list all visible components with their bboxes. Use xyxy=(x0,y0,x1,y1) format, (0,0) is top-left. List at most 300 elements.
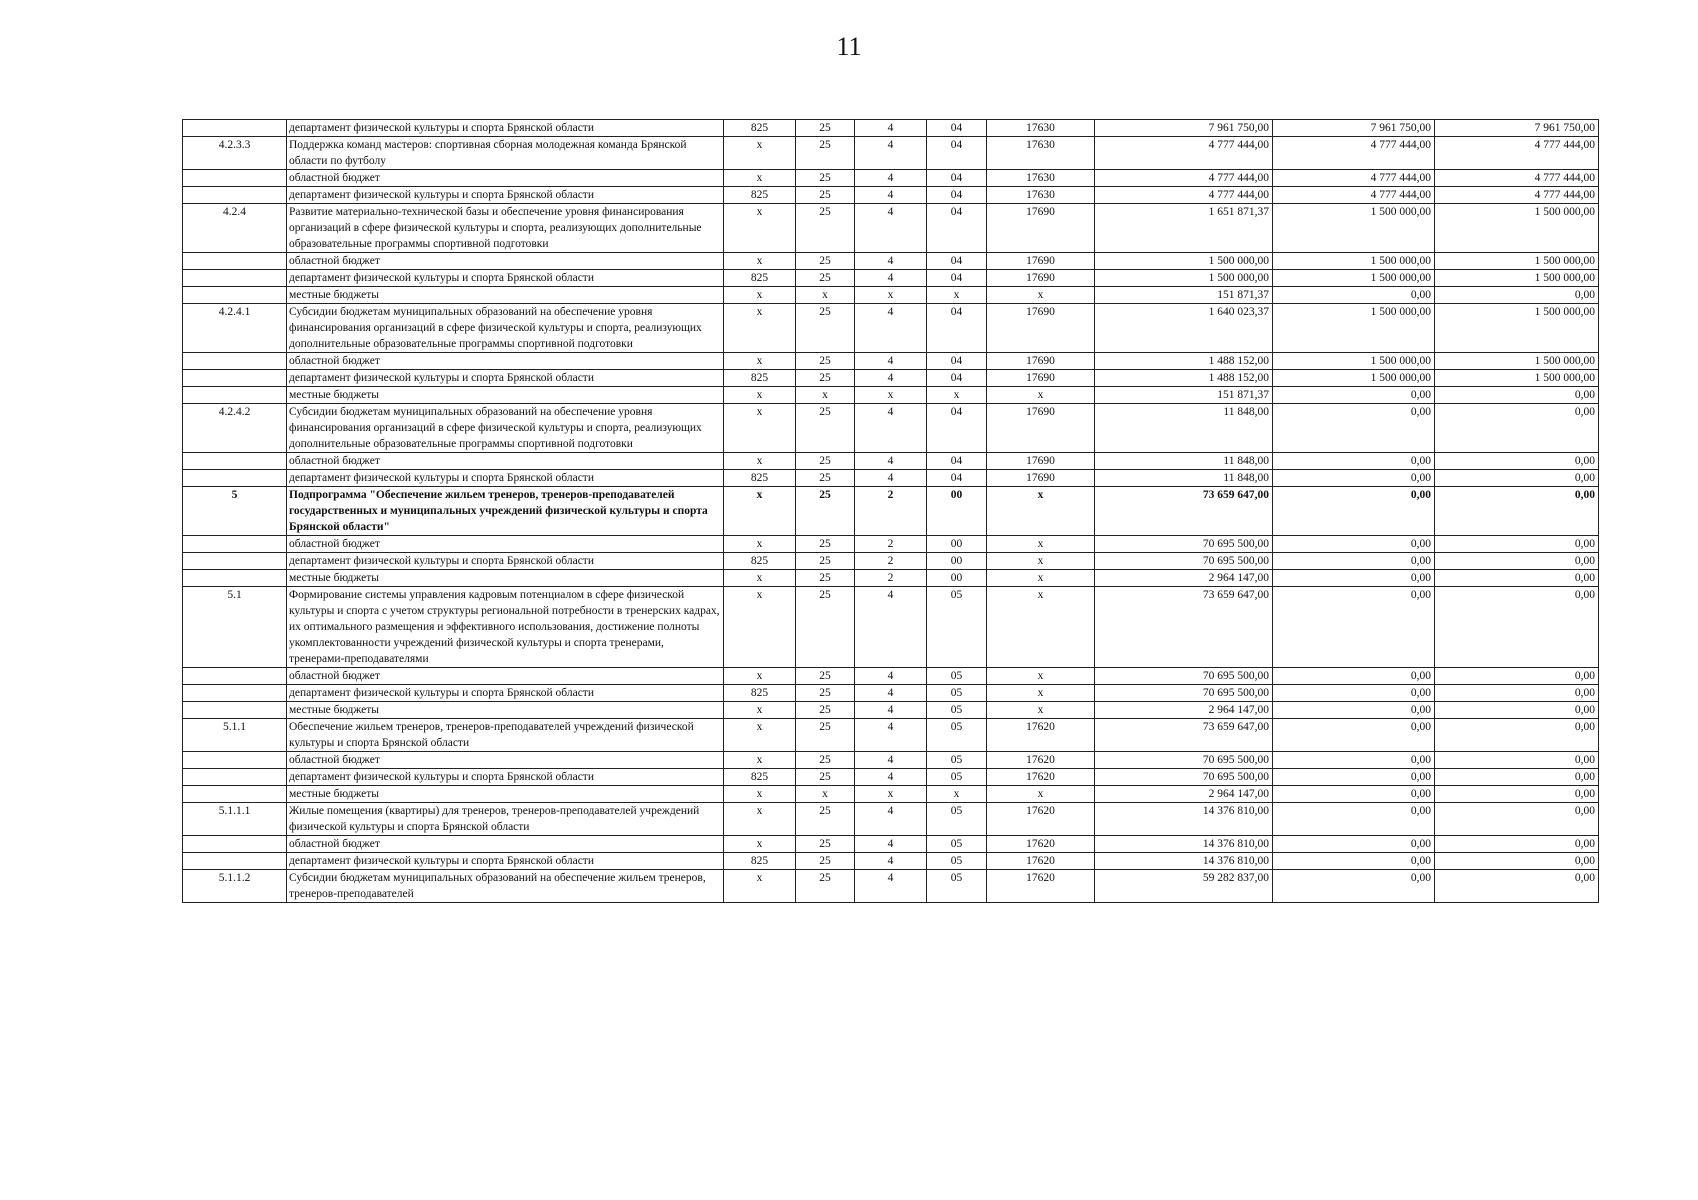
amount-year-2: 4 777 444,00 xyxy=(1273,187,1435,204)
pp-code: 4 xyxy=(855,253,927,270)
amount-year-2: 1 500 000,00 xyxy=(1273,304,1435,353)
row-number xyxy=(183,387,287,404)
grbs-code: х xyxy=(724,786,796,803)
pp-code: 4 xyxy=(855,470,927,487)
direction-code: 17620 xyxy=(987,803,1095,836)
amount-year-1: 2 964 147,00 xyxy=(1095,786,1273,803)
row-description: департамент физической культуры и спорта Брянской области xyxy=(287,370,724,387)
direction-code: 17690 xyxy=(987,270,1095,287)
gp-code: 25 xyxy=(796,702,855,719)
amount-year-1: 11 848,00 xyxy=(1095,453,1273,470)
amount-year-3: 1 500 000,00 xyxy=(1435,304,1599,353)
amount-year-1: 1 488 152,00 xyxy=(1095,370,1273,387)
grbs-code: 825 xyxy=(724,270,796,287)
amount-year-1: 1 640 023,37 xyxy=(1095,304,1273,353)
pp-code: х xyxy=(855,786,927,803)
grbs-code: х xyxy=(724,453,796,470)
row-number xyxy=(183,170,287,187)
table-row xyxy=(183,270,1599,287)
table-row xyxy=(183,453,1599,470)
pp-code: х xyxy=(855,387,927,404)
amount-year-3: 0,00 xyxy=(1435,853,1599,870)
amount-year-2: 1 500 000,00 xyxy=(1273,270,1435,287)
table-row xyxy=(183,570,1599,587)
row-number xyxy=(183,836,287,853)
gp-code: 25 xyxy=(796,204,855,253)
amount-year-2: 1 500 000,00 xyxy=(1273,204,1435,253)
pp-code: 4 xyxy=(855,353,927,370)
pp-code: 4 xyxy=(855,668,927,685)
table-row xyxy=(183,204,1599,253)
grbs-code: х xyxy=(724,587,796,668)
om-code: 00 xyxy=(927,536,987,553)
amount-year-2: 4 777 444,00 xyxy=(1273,170,1435,187)
amount-year-1: 4 777 444,00 xyxy=(1095,170,1273,187)
row-description: департамент физической культуры и спорта Брянской области xyxy=(287,187,724,204)
direction-code: х xyxy=(987,685,1095,702)
grbs-code: 825 xyxy=(724,120,796,137)
om-code: 05 xyxy=(927,702,987,719)
amount-year-2: 4 777 444,00 xyxy=(1273,137,1435,170)
grbs-code: х xyxy=(724,719,796,752)
om-code: 04 xyxy=(927,270,987,287)
row-description: местные бюджеты xyxy=(287,387,724,404)
amount-year-1: 4 777 444,00 xyxy=(1095,187,1273,204)
amount-year-1: 14 376 810,00 xyxy=(1095,803,1273,836)
amount-year-1: 1 488 152,00 xyxy=(1095,353,1273,370)
row-number xyxy=(183,570,287,587)
pp-code: 2 xyxy=(855,553,927,570)
amount-year-1: 73 659 647,00 xyxy=(1095,587,1273,668)
amount-year-1: 14 376 810,00 xyxy=(1095,853,1273,870)
amount-year-1: 151 871,37 xyxy=(1095,387,1273,404)
direction-code: х xyxy=(987,553,1095,570)
om-code: 05 xyxy=(927,685,987,702)
gp-code: 25 xyxy=(796,187,855,204)
row-number xyxy=(183,536,287,553)
pp-code: 4 xyxy=(855,187,927,204)
direction-code: х xyxy=(987,487,1095,536)
amount-year-3: 0,00 xyxy=(1435,453,1599,470)
table-row xyxy=(183,137,1599,170)
table-row xyxy=(183,253,1599,270)
row-description: областной бюджет xyxy=(287,353,724,370)
direction-code: 17620 xyxy=(987,836,1095,853)
amount-year-1: 73 659 647,00 xyxy=(1095,487,1273,536)
table-row xyxy=(183,786,1599,803)
row-number xyxy=(183,470,287,487)
amount-year-3: 0,00 xyxy=(1435,536,1599,553)
row-number xyxy=(183,853,287,870)
amount-year-1: 1 500 000,00 xyxy=(1095,270,1273,287)
row-number xyxy=(183,187,287,204)
om-code: х xyxy=(927,387,987,404)
pp-code: 4 xyxy=(855,204,927,253)
pp-code: 2 xyxy=(855,487,927,536)
pp-code: 4 xyxy=(855,587,927,668)
budget-table xyxy=(182,119,1599,903)
direction-code: х xyxy=(987,287,1095,304)
gp-code: 25 xyxy=(796,453,855,470)
row-number xyxy=(183,353,287,370)
amount-year-3: 0,00 xyxy=(1435,685,1599,702)
direction-code: х xyxy=(987,536,1095,553)
pp-code: 4 xyxy=(855,752,927,769)
amount-year-3: 0,00 xyxy=(1435,769,1599,786)
table-row xyxy=(183,803,1599,836)
amount-year-3: 0,00 xyxy=(1435,404,1599,453)
gp-code: 25 xyxy=(796,137,855,170)
amount-year-3: 0,00 xyxy=(1435,287,1599,304)
row-number xyxy=(183,702,287,719)
grbs-code: х xyxy=(724,536,796,553)
amount-year-1: 73 659 647,00 xyxy=(1095,719,1273,752)
row-number: 4.2.4.2 xyxy=(183,404,287,453)
gp-code: 25 xyxy=(796,120,855,137)
row-description: Развитие материально-технической базы и обеспечение уровня финансирования организаций в сфере физической культуры и спорта, реализующих дополнительные образовательные программы спортивной подготовки xyxy=(287,204,724,253)
om-code: 04 xyxy=(927,453,987,470)
amount-year-1: 70 695 500,00 xyxy=(1095,553,1273,570)
row-description: департамент физической культуры и спорта Брянской области xyxy=(287,270,724,287)
gp-code: 25 xyxy=(796,470,855,487)
table-row xyxy=(183,536,1599,553)
gp-code: 25 xyxy=(796,685,855,702)
gp-code: 25 xyxy=(796,353,855,370)
amount-year-1: 2 964 147,00 xyxy=(1095,702,1273,719)
table-row xyxy=(183,404,1599,453)
pp-code: х xyxy=(855,287,927,304)
pp-code: 4 xyxy=(855,803,927,836)
gp-code: 25 xyxy=(796,304,855,353)
row-description: Подпрограмма "Обеспечение жильем тренеров, тренеров-преподавателей государственных и муниципальных учреждений физической культуры и спорта Брянской области" xyxy=(287,487,724,536)
row-description: местные бюджеты xyxy=(287,786,724,803)
amount-year-2: 0,00 xyxy=(1273,470,1435,487)
om-code: 00 xyxy=(927,553,987,570)
pp-code: 4 xyxy=(855,304,927,353)
row-description: Поддержка команд мастеров: спортивная сборная молодежная команда Брянской области по футболу xyxy=(287,137,724,170)
pp-code: 4 xyxy=(855,769,927,786)
grbs-code: х xyxy=(724,170,796,187)
amount-year-2: 0,00 xyxy=(1273,287,1435,304)
om-code: 04 xyxy=(927,404,987,453)
gp-code: х xyxy=(796,387,855,404)
table-row xyxy=(183,836,1599,853)
gp-code: 25 xyxy=(796,769,855,786)
grbs-code: 825 xyxy=(724,685,796,702)
row-description: департамент физической культуры и спорта Брянской области xyxy=(287,120,724,137)
gp-code: 25 xyxy=(796,487,855,536)
direction-code: 17630 xyxy=(987,137,1095,170)
direction-code: 17620 xyxy=(987,870,1095,903)
row-number xyxy=(183,553,287,570)
amount-year-3: 0,00 xyxy=(1435,570,1599,587)
om-code: 04 xyxy=(927,137,987,170)
pp-code: 4 xyxy=(855,120,927,137)
direction-code: 17690 xyxy=(987,253,1095,270)
row-description: департамент физической культуры и спорта Брянской области xyxy=(287,685,724,702)
gp-code: 25 xyxy=(796,836,855,853)
row-number: 5 xyxy=(183,487,287,536)
table-row xyxy=(183,587,1599,668)
amount-year-3: 1 500 000,00 xyxy=(1435,253,1599,270)
gp-code: 25 xyxy=(796,170,855,187)
row-description: Формирование системы управления кадровым потенциалом в сфере физической культуры и спорта с учетом структуры региональной потребности в тренерских кадрах, их оптимального размещения и эффективного использования, достижение полноты укомплектованности учреждений физической культуры и спорта тренерами, тренерами-преподавателями xyxy=(287,587,724,668)
pp-code: 4 xyxy=(855,170,927,187)
grbs-code: 825 xyxy=(724,553,796,570)
row-number xyxy=(183,786,287,803)
grbs-code: х xyxy=(724,668,796,685)
gp-code: 25 xyxy=(796,752,855,769)
amount-year-2: 0,00 xyxy=(1273,870,1435,903)
row-description: местные бюджеты xyxy=(287,287,724,304)
direction-code: 17630 xyxy=(987,187,1095,204)
direction-code: 17690 xyxy=(987,353,1095,370)
gp-code: 25 xyxy=(796,853,855,870)
direction-code: х xyxy=(987,702,1095,719)
amount-year-2: 0,00 xyxy=(1273,553,1435,570)
amount-year-2: 7 961 750,00 xyxy=(1273,120,1435,137)
om-code: 05 xyxy=(927,769,987,786)
direction-code: 17690 xyxy=(987,370,1095,387)
om-code: 04 xyxy=(927,187,987,204)
direction-code: 17620 xyxy=(987,752,1095,769)
direction-code: 17630 xyxy=(987,120,1095,137)
amount-year-3: 0,00 xyxy=(1435,836,1599,853)
grbs-code: х xyxy=(724,304,796,353)
pp-code: 4 xyxy=(855,137,927,170)
amount-year-2: 0,00 xyxy=(1273,587,1435,668)
pp-code: 4 xyxy=(855,685,927,702)
row-description: департамент физической культуры и спорта Брянской области xyxy=(287,853,724,870)
row-description: областной бюджет xyxy=(287,836,724,853)
row-description: местные бюджеты xyxy=(287,702,724,719)
gp-code: 25 xyxy=(796,870,855,903)
pp-code: 4 xyxy=(855,853,927,870)
gp-code: 25 xyxy=(796,803,855,836)
row-description: областной бюджет xyxy=(287,752,724,769)
table-row xyxy=(183,187,1599,204)
grbs-code: х xyxy=(724,870,796,903)
direction-code: 17630 xyxy=(987,170,1095,187)
table-row xyxy=(183,702,1599,719)
direction-code: х xyxy=(987,587,1095,668)
amount-year-2: 0,00 xyxy=(1273,752,1435,769)
row-number xyxy=(183,287,287,304)
om-code: 05 xyxy=(927,719,987,752)
row-number xyxy=(183,769,287,786)
gp-code: 25 xyxy=(796,668,855,685)
table-row xyxy=(183,170,1599,187)
amount-year-3: 4 777 444,00 xyxy=(1435,137,1599,170)
gp-code: 25 xyxy=(796,370,855,387)
om-code: 04 xyxy=(927,470,987,487)
amount-year-2: 0,00 xyxy=(1273,487,1435,536)
row-number: 4.2.4 xyxy=(183,204,287,253)
row-description: департамент физической культуры и спорта Брянской области xyxy=(287,553,724,570)
gp-code: 25 xyxy=(796,404,855,453)
pp-code: 4 xyxy=(855,836,927,853)
amount-year-2: 0,00 xyxy=(1273,453,1435,470)
grbs-code: х xyxy=(724,487,796,536)
amount-year-2: 1 500 000,00 xyxy=(1273,370,1435,387)
table-row xyxy=(183,287,1599,304)
amount-year-2: 0,00 xyxy=(1273,769,1435,786)
amount-year-3: 0,00 xyxy=(1435,702,1599,719)
row-description: департамент физической культуры и спорта Брянской области xyxy=(287,470,724,487)
page-number: 11 xyxy=(836,32,862,61)
pp-code: 4 xyxy=(855,370,927,387)
amount-year-3: 0,00 xyxy=(1435,553,1599,570)
amount-year-1: 1 500 000,00 xyxy=(1095,253,1273,270)
direction-code: 17690 xyxy=(987,453,1095,470)
direction-code: 17620 xyxy=(987,719,1095,752)
direction-code: 17690 xyxy=(987,404,1095,453)
om-code: 05 xyxy=(927,836,987,853)
gp-code: 25 xyxy=(796,719,855,752)
amount-year-2: 0,00 xyxy=(1273,853,1435,870)
row-number: 5.1.1.1 xyxy=(183,803,287,836)
table-row xyxy=(183,470,1599,487)
gp-code: 25 xyxy=(796,536,855,553)
row-number xyxy=(183,270,287,287)
direction-code: х xyxy=(987,570,1095,587)
table-row xyxy=(183,370,1599,387)
amount-year-1: 14 376 810,00 xyxy=(1095,836,1273,853)
table-row xyxy=(183,304,1599,353)
gp-code: 25 xyxy=(796,570,855,587)
table-row xyxy=(183,487,1599,536)
amount-year-2: 0,00 xyxy=(1273,387,1435,404)
amount-year-3: 4 777 444,00 xyxy=(1435,170,1599,187)
amount-year-1: 11 848,00 xyxy=(1095,404,1273,453)
direction-code: х xyxy=(987,786,1095,803)
amount-year-3: 0,00 xyxy=(1435,752,1599,769)
grbs-code: х xyxy=(724,137,796,170)
grbs-code: х xyxy=(724,570,796,587)
row-description: областной бюджет xyxy=(287,453,724,470)
om-code: 05 xyxy=(927,870,987,903)
amount-year-1: 4 777 444,00 xyxy=(1095,137,1273,170)
amount-year-2: 0,00 xyxy=(1273,685,1435,702)
row-number xyxy=(183,370,287,387)
grbs-code: 825 xyxy=(724,853,796,870)
amount-year-2: 0,00 xyxy=(1273,786,1435,803)
amount-year-1: 7 961 750,00 xyxy=(1095,120,1273,137)
table-row xyxy=(183,769,1599,786)
pp-code: 4 xyxy=(855,719,927,752)
grbs-code: х xyxy=(724,404,796,453)
om-code: 04 xyxy=(927,353,987,370)
amount-year-1: 70 695 500,00 xyxy=(1095,536,1273,553)
pp-code: 4 xyxy=(855,453,927,470)
om-code: 00 xyxy=(927,570,987,587)
gp-code: х xyxy=(796,287,855,304)
pp-code: 4 xyxy=(855,270,927,287)
amount-year-1: 70 695 500,00 xyxy=(1095,668,1273,685)
grbs-code: 825 xyxy=(724,187,796,204)
om-code: 05 xyxy=(927,803,987,836)
amount-year-3: 0,00 xyxy=(1435,487,1599,536)
table-row xyxy=(183,752,1599,769)
table-row xyxy=(183,668,1599,685)
amount-year-1: 151 871,37 xyxy=(1095,287,1273,304)
row-description: Субсидии бюджетам муниципальных образований на обеспечение жильем тренеров, тренеров-преподавателей xyxy=(287,870,724,903)
direction-code: 17620 xyxy=(987,769,1095,786)
amount-year-2: 1 500 000,00 xyxy=(1273,253,1435,270)
amount-year-2: 0,00 xyxy=(1273,668,1435,685)
amount-year-1: 70 695 500,00 xyxy=(1095,769,1273,786)
gp-code: х xyxy=(796,786,855,803)
row-description: областной бюджет xyxy=(287,536,724,553)
amount-year-3: 0,00 xyxy=(1435,587,1599,668)
om-code: 00 xyxy=(927,487,987,536)
pp-code: 4 xyxy=(855,702,927,719)
amount-year-2: 0,00 xyxy=(1273,836,1435,853)
table-row xyxy=(183,870,1599,903)
row-number xyxy=(183,253,287,270)
amount-year-2: 0,00 xyxy=(1273,702,1435,719)
gp-code: 25 xyxy=(796,587,855,668)
om-code: 04 xyxy=(927,304,987,353)
row-description: Субсидии бюджетам муниципальных образований на обеспечение уровня финансирования организаций в сфере физической культуры и спорта, реализующих дополнительные образовательные программы спортивной подготовки xyxy=(287,304,724,353)
row-number xyxy=(183,752,287,769)
gp-code: 25 xyxy=(796,253,855,270)
om-code: 05 xyxy=(927,587,987,668)
gp-code: 25 xyxy=(796,270,855,287)
row-number: 5.1 xyxy=(183,587,287,668)
direction-code: х xyxy=(987,387,1095,404)
amount-year-3: 1 500 000,00 xyxy=(1435,370,1599,387)
grbs-code: х xyxy=(724,387,796,404)
pp-code: 2 xyxy=(855,536,927,553)
amount-year-2: 1 500 000,00 xyxy=(1273,353,1435,370)
table-row xyxy=(183,353,1599,370)
amount-year-3: 0,00 xyxy=(1435,719,1599,752)
amount-year-2: 0,00 xyxy=(1273,536,1435,553)
om-code: 04 xyxy=(927,170,987,187)
row-description: Обеспечение жильем тренеров, тренеров-преподавателей учреждений физической культуры и спорта Брянской области xyxy=(287,719,724,752)
row-number: 5.1.1 xyxy=(183,719,287,752)
amount-year-3: 0,00 xyxy=(1435,470,1599,487)
om-code: 04 xyxy=(927,120,987,137)
amount-year-1: 11 848,00 xyxy=(1095,470,1273,487)
om-code: х xyxy=(927,786,987,803)
amount-year-3: 1 500 000,00 xyxy=(1435,353,1599,370)
row-description: областной бюджет xyxy=(287,253,724,270)
row-number: 4.2.3.3 xyxy=(183,137,287,170)
amount-year-3: 1 500 000,00 xyxy=(1435,270,1599,287)
grbs-code: х xyxy=(724,836,796,853)
row-number xyxy=(183,453,287,470)
table-row xyxy=(183,120,1599,137)
om-code: 05 xyxy=(927,853,987,870)
amount-year-2: 0,00 xyxy=(1273,570,1435,587)
direction-code: 17690 xyxy=(987,304,1095,353)
pp-code: 4 xyxy=(855,404,927,453)
amount-year-3: 0,00 xyxy=(1435,870,1599,903)
amount-year-3: 0,00 xyxy=(1435,786,1599,803)
row-description: областной бюджет xyxy=(287,668,724,685)
row-description: областной бюджет xyxy=(287,170,724,187)
amount-year-3: 0,00 xyxy=(1435,668,1599,685)
om-code: 04 xyxy=(927,370,987,387)
table-row xyxy=(183,685,1599,702)
direction-code: х xyxy=(987,668,1095,685)
pp-code: 4 xyxy=(855,870,927,903)
table-row xyxy=(183,853,1599,870)
row-number xyxy=(183,120,287,137)
row-description: департамент физической культуры и спорта Брянской области xyxy=(287,769,724,786)
